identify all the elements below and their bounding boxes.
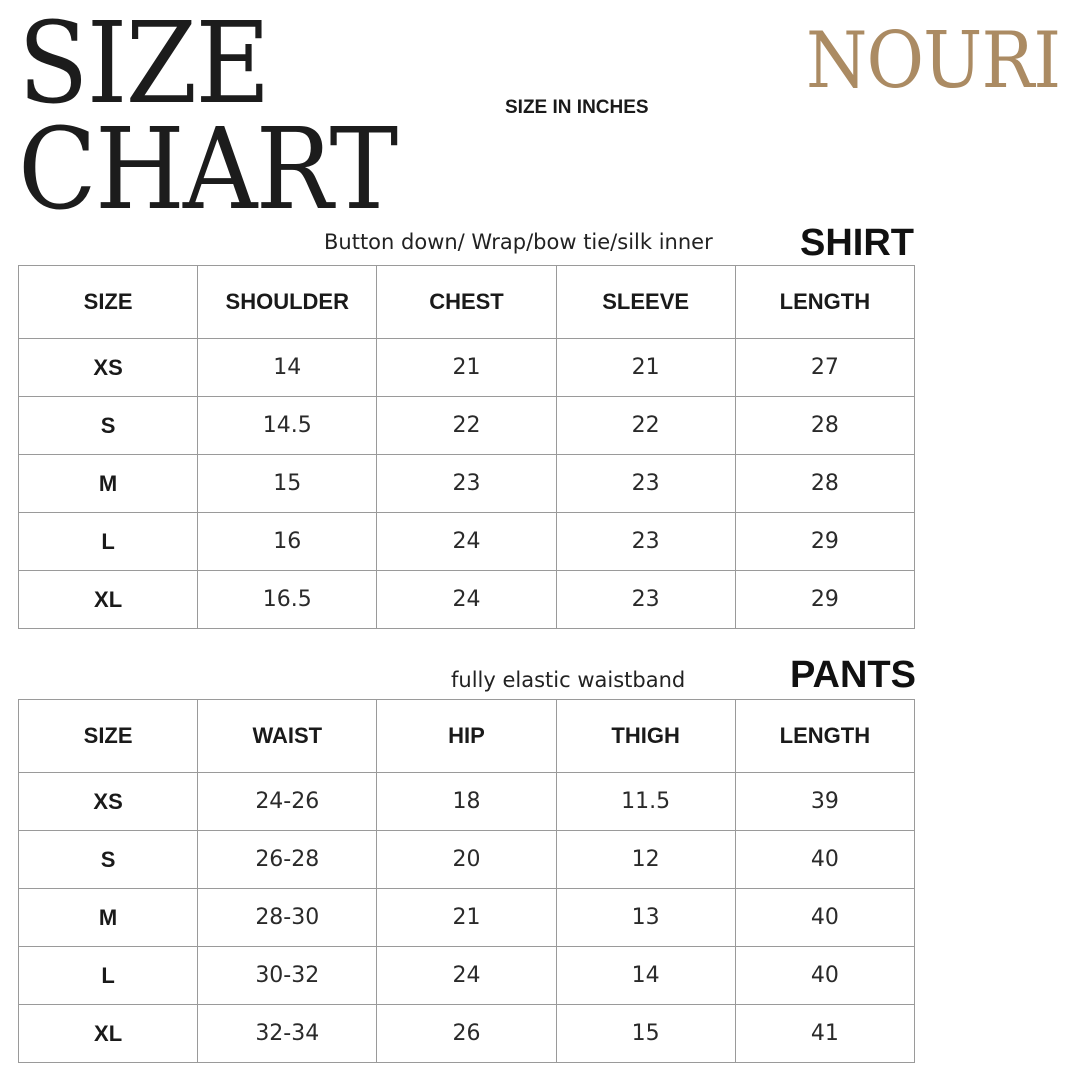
table-row (19, 831, 915, 889)
length-cell: 28 (735, 397, 914, 455)
size-cell: L (19, 947, 198, 1005)
page-title-line-2: CHART (18, 105, 397, 235)
waist-cell: 28-30 (198, 889, 377, 947)
pants-header-hip: HIP (377, 700, 556, 773)
size-cell: M (19, 889, 198, 947)
shirt-size-table (18, 265, 915, 629)
shoulder-cell: 16 (198, 513, 377, 571)
shoulder-cell: 14 (198, 339, 377, 397)
table-row (19, 455, 915, 513)
sleeve-cell: 23 (556, 455, 735, 513)
length-cell: 29 (735, 571, 914, 629)
sleeve-cell: 23 (556, 571, 735, 629)
table-row (19, 889, 915, 947)
shirt-description: Button down/ Wrap/bow tie/silk inner (324, 230, 713, 254)
length-cell: 40 (735, 889, 914, 947)
hip-cell: 18 (377, 773, 556, 831)
length-cell: 40 (735, 831, 914, 889)
page-title-line-1: SIZE (18, 0, 269, 129)
chest-cell: 24 (377, 513, 556, 571)
hip-cell: 21 (377, 889, 556, 947)
table-row (19, 947, 915, 1005)
sleeve-cell: 22 (556, 397, 735, 455)
size-cell: XS (19, 773, 198, 831)
thigh-cell: 11.5 (556, 773, 735, 831)
pants-header-row (19, 700, 915, 773)
shirt-header-length: LENGTH (735, 266, 914, 339)
pants-size-table (18, 699, 915, 1063)
chest-cell: 24 (377, 571, 556, 629)
shoulder-cell: 14.5 (198, 397, 377, 455)
sleeve-cell: 23 (556, 513, 735, 571)
size-cell: S (19, 397, 198, 455)
chest-cell: 21 (377, 339, 556, 397)
hip-cell: 20 (377, 831, 556, 889)
shirt-section-label: SHIRT (800, 222, 914, 264)
shirt-header-sleeve: SLEEVE (556, 266, 735, 339)
length-cell: 29 (735, 513, 914, 571)
length-cell: 28 (735, 455, 914, 513)
table-row (19, 339, 915, 397)
waist-cell: 26-28 (198, 831, 377, 889)
table-row (19, 513, 915, 571)
size-cell: XL (19, 1005, 198, 1063)
size-cell: S (19, 831, 198, 889)
pants-header-length: LENGTH (735, 700, 914, 773)
size-cell: XS (19, 339, 198, 397)
thigh-cell: 13 (556, 889, 735, 947)
shirt-header-size: SIZE (19, 266, 198, 339)
pants-description: fully elastic waistband (451, 668, 686, 692)
table-row (19, 571, 915, 629)
thigh-cell: 12 (556, 831, 735, 889)
shoulder-cell: 16.5 (198, 571, 377, 629)
hip-cell: 26 (377, 1005, 556, 1063)
shoulder-cell: 15 (198, 455, 377, 513)
pants-header-thigh: THIGH (556, 700, 735, 773)
pants-header-waist: WAIST (198, 700, 377, 773)
pants-section-label: PANTS (790, 654, 916, 696)
shirt-header-shoulder: SHOULDER (198, 266, 377, 339)
brand-logo: NOURI (806, 16, 1061, 106)
shirt-header-row (19, 266, 915, 339)
sleeve-cell: 21 (556, 339, 735, 397)
waist-cell: 32-34 (198, 1005, 377, 1063)
length-cell: 40 (735, 947, 914, 1005)
table-row (19, 397, 915, 455)
pants-header-size: SIZE (19, 700, 198, 773)
chest-cell: 23 (377, 455, 556, 513)
size-cell: M (19, 455, 198, 513)
thigh-cell: 14 (556, 947, 735, 1005)
length-cell: 41 (735, 1005, 914, 1063)
chest-cell: 22 (377, 397, 556, 455)
length-cell: 39 (735, 773, 914, 831)
hip-cell: 24 (377, 947, 556, 1005)
shirt-header-chest: CHEST (377, 266, 556, 339)
thigh-cell: 15 (556, 1005, 735, 1063)
units-note: SIZE IN INCHES (505, 97, 649, 118)
table-row (19, 773, 915, 831)
size-cell: L (19, 513, 198, 571)
table-row (19, 1005, 915, 1063)
length-cell: 27 (735, 339, 914, 397)
waist-cell: 30-32 (198, 947, 377, 1005)
size-cell: XL (19, 571, 198, 629)
waist-cell: 24-26 (198, 773, 377, 831)
